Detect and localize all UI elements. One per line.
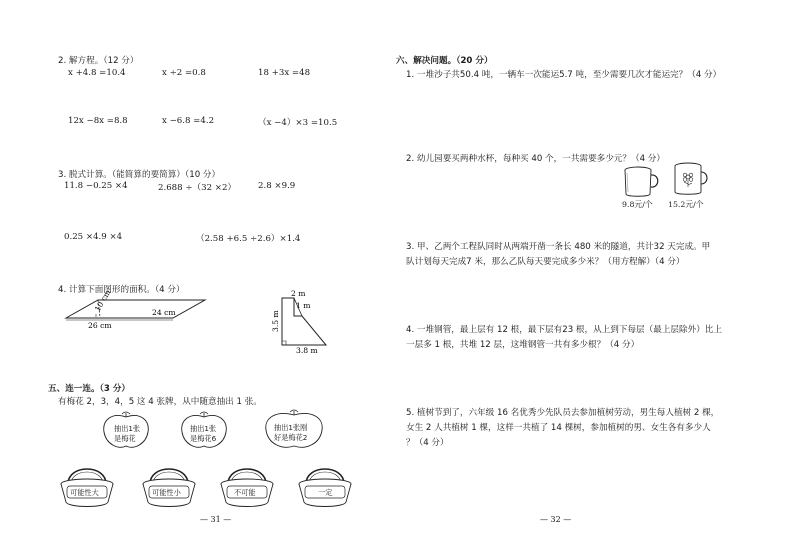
svg-text:抽出1张: 抽出1张 [114, 424, 141, 433]
section-5-desc: 有梅花 2，3，4，5 这 4 张牌，从中随意抽出 1 张。 [58, 397, 262, 407]
svg-text:不可能: 不可能 [234, 488, 256, 497]
svg-text:是梅花: 是梅花 [114, 434, 136, 443]
price-plain-cup: 9.8元/个 [622, 200, 653, 209]
cup-plain [620, 164, 668, 200]
svg-text:好是梅花2: 好是梅花2 [274, 433, 308, 442]
basket-1 [58, 462, 116, 510]
basket-2 [140, 462, 198, 510]
bubble-1 [100, 410, 160, 452]
expression-1: 11.8 −0.25 ×4 [64, 181, 128, 191]
problem-5-line-2: 女生 2 人共植树 1 棵，这样一共植了 14 棵树，参加植树的男、女生各有多少人 [406, 423, 711, 433]
trapezoid-figure [260, 286, 340, 366]
svg-text:抽出1张: 抽出1张 [190, 424, 217, 433]
equation-3: 18 +3x =48 [258, 68, 311, 78]
equation-4: 12x −8x =8.8 [68, 116, 128, 126]
trap-mid-label: 1 m [296, 301, 311, 310]
expression-4: 0.25 ×4.9 ×4 [64, 232, 123, 242]
q3-title: 3. 脱式计算。（能简算的要简算）（10 分） [58, 170, 221, 180]
trap-left-label: 3.5 m [271, 310, 280, 332]
page-number-right: — 32 — [540, 515, 572, 524]
problem-3-line-1: 3. 甲、乙两个工程队同时从两端开凿一条长 480 米的隧道，共计32 天完成。甲 [406, 242, 711, 252]
trap-bottom-label: 3.8 m [296, 346, 318, 355]
problem-2: 2. 幼儿园要买两种水杯，每种买 40 个，一共需要多少元？（4 分） [406, 154, 665, 164]
section-6-title: 六、解决问题。（20 分） [396, 56, 493, 66]
para-height-label: 10 cm [92, 288, 113, 313]
problem-5-line-3: ？（4 分） [406, 438, 449, 448]
basket-4 [296, 462, 354, 510]
expression-5: （2.58 +6.5 ÷2.6）×1.4 [196, 234, 301, 244]
svg-text:可能性小: 可能性小 [152, 488, 181, 497]
equation-1: x +4.8 =10.4 [68, 68, 126, 78]
trap-top-label: 2 m [291, 289, 306, 298]
svg-text:抽出1张刚: 抽出1张刚 [274, 423, 308, 432]
cup-flower [670, 160, 714, 198]
equation-6: （x −4）×3 =10.5 [258, 118, 338, 128]
parallelogram-figure [60, 290, 220, 340]
page-number-left: — 31 — [200, 515, 232, 524]
para-side-label: 24 cm [152, 308, 176, 317]
q2-title: 2. 解方程。（12 分） [58, 56, 139, 66]
price-flower-cup: 15.2元/个 [668, 200, 704, 209]
expression-3: 2.8 ×9.9 [258, 181, 296, 191]
para-base-label: 26 cm [88, 321, 112, 330]
problem-1: 1. 一堆沙子共50.4 吨，一辆车一次能运5.7 吨，至少需要几次才能运完？（4 分） [406, 70, 722, 80]
problem-4-line-2: 一层多 1 根，共堆 12 层，这堆钢管一共有多少根？（4 分） [406, 340, 640, 350]
section-5-title: 五、连一连。（3 分） [48, 384, 131, 394]
equation-2: x ÷2 =0.8 [162, 68, 206, 78]
problem-4-line-1: 4. 一堆钢管，最上层有 12 根，最下层有23 根，从上到下每层（最上层除外）比上 [406, 325, 722, 335]
expression-2: 2.688 ÷（32 ×2） [158, 183, 237, 193]
bubble-3 [262, 408, 332, 452]
q4-title: 4. 计算下面图形的面积。（4 分） [58, 285, 185, 295]
problem-5-line-1: 5. 植树节到了，六年级 16 名优秀少先队员去参加植树劳动，男生每人植树 2 棵， [406, 408, 720, 418]
bubble-2 [178, 410, 238, 452]
svg-text:可能性大: 可能性大 [70, 488, 99, 497]
equation-5: x −6.8 =4.2 [162, 116, 215, 126]
svg-text:一定: 一定 [318, 488, 333, 497]
svg-text:是梅花6: 是梅花6 [190, 434, 217, 443]
basket-3 [218, 462, 276, 510]
problem-3-line-2: 队计划每天完成7 米，那么乙队每天要完成多少米？（用方程解）（4 分） [406, 257, 685, 267]
